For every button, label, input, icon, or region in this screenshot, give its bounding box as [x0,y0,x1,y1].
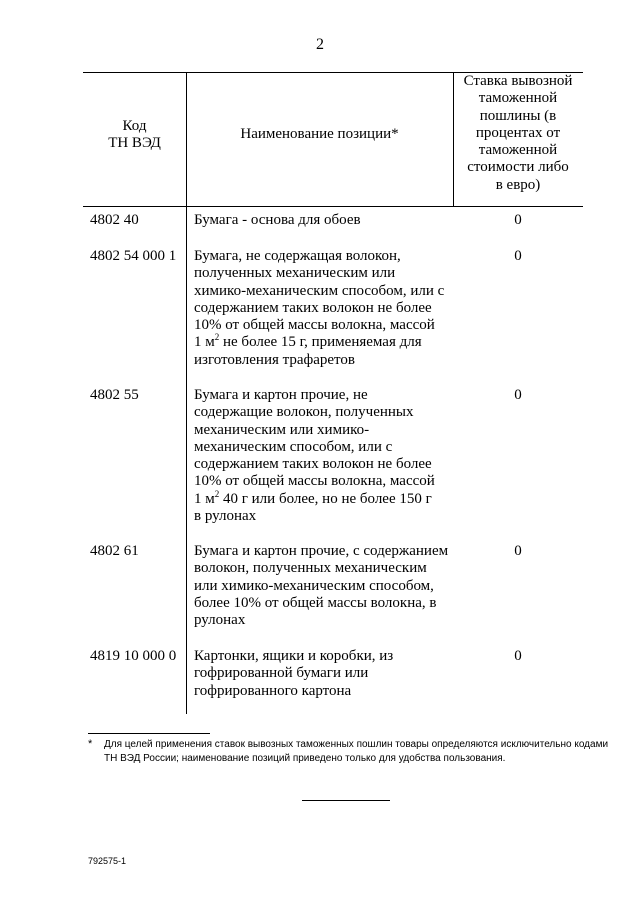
row-rate: 0 [514,212,522,228]
row-name-line: полученных механическим или [194,265,396,282]
row-name-line: гофрированного картона [194,682,352,699]
row-code: 4802 54 000 1 [90,248,177,264]
row-name-line: 1 $м^2$ 40 г или более, но не более 150 г [194,488,432,507]
row-name-line: волокон, полученных механическим [194,560,427,577]
row-name-line: 10% от общей массы волокна, массой [194,473,435,490]
header-code-line: Код [122,118,147,134]
row-code: 4802 61 [90,543,139,559]
document-id: 792575-1 [88,856,127,866]
header-code-line: ТН ВЭД [108,135,161,152]
table-header-rule [83,206,583,207]
row-name-line: Картонки, ящики и коробки, из [194,648,394,664]
row-rate: 0 [514,648,522,664]
row-name-line: 1 $м^2$ не более 15 г, применяемая для [194,332,422,351]
header-rate-line: в евро) [495,176,541,193]
row-name [194,212,452,229]
footnote-marker: * [88,738,93,750]
footnote-line: ТН ВЭД России; наименование позиций приведено только для удобства пользования. [104,753,506,764]
row-code: 4819 10 000 0 [90,648,177,664]
row-name-line: Бумага - основа для обоев [194,212,361,228]
row-name-line: гофрированной бумаги или [194,665,369,682]
row-name-line: механическим или химико- [194,421,370,438]
row-name [194,648,452,700]
footnote-text [104,738,609,766]
row-rate: 0 [514,543,522,559]
row-rate: 0 [514,248,522,264]
row-name-line: содержащие волокон, полученных [194,404,414,421]
header-rate-line: пошлины (в [479,107,557,124]
row-name-line: 10% от общей массы волокна, массой [194,317,435,334]
header-rate-line: таможенной [478,142,558,159]
header-rate-line: стоимости либо [467,159,569,176]
row-name-line: химико-механическим способом, или с [194,282,445,299]
header-name: Наименование позиции* [240,126,399,142]
row-name [194,387,452,525]
header-rate [453,73,583,194]
header-rate-line: процентах от [475,124,561,141]
row-name [194,543,452,629]
row-name-line: Бумага и картон прочие, с содержанием [194,543,449,559]
row-name [194,248,452,369]
row-rate: 0 [514,387,522,403]
footnote-rule [88,733,210,734]
header-code [83,118,186,153]
row-name-line: Бумага, не содержащая волокон, [194,248,401,264]
row-code: 4802 55 [90,387,139,403]
row-name-line: Бумага и картон прочие, не [194,387,368,403]
row-name-line: или химико-механическим способом, [194,577,434,594]
row-name-line: содержанием таких волокон не более [194,299,432,316]
page-number: 2 [316,36,324,53]
end-rule [302,800,390,801]
column-divider-code-name [186,72,187,714]
row-name-line: более 10% от общей массы волокна, в [194,594,437,611]
row-name-line: изготовления трафаретов [194,351,355,368]
row-name-line: рулонах [194,612,246,629]
header-rate-line: Ставка вывозной [463,73,573,89]
row-code: 4802 40 [90,212,139,228]
row-name-line: в рулонах [194,508,257,525]
footnote-line: Для целей применения ставок вывозных таможенных пошлин товары определяются исключительно кодами [104,739,609,750]
row-name-line: содержанием таких волокон не более [194,456,432,473]
header-rate-line: таможенной [478,90,558,107]
row-name-line: механическим способом, или с [194,438,393,455]
